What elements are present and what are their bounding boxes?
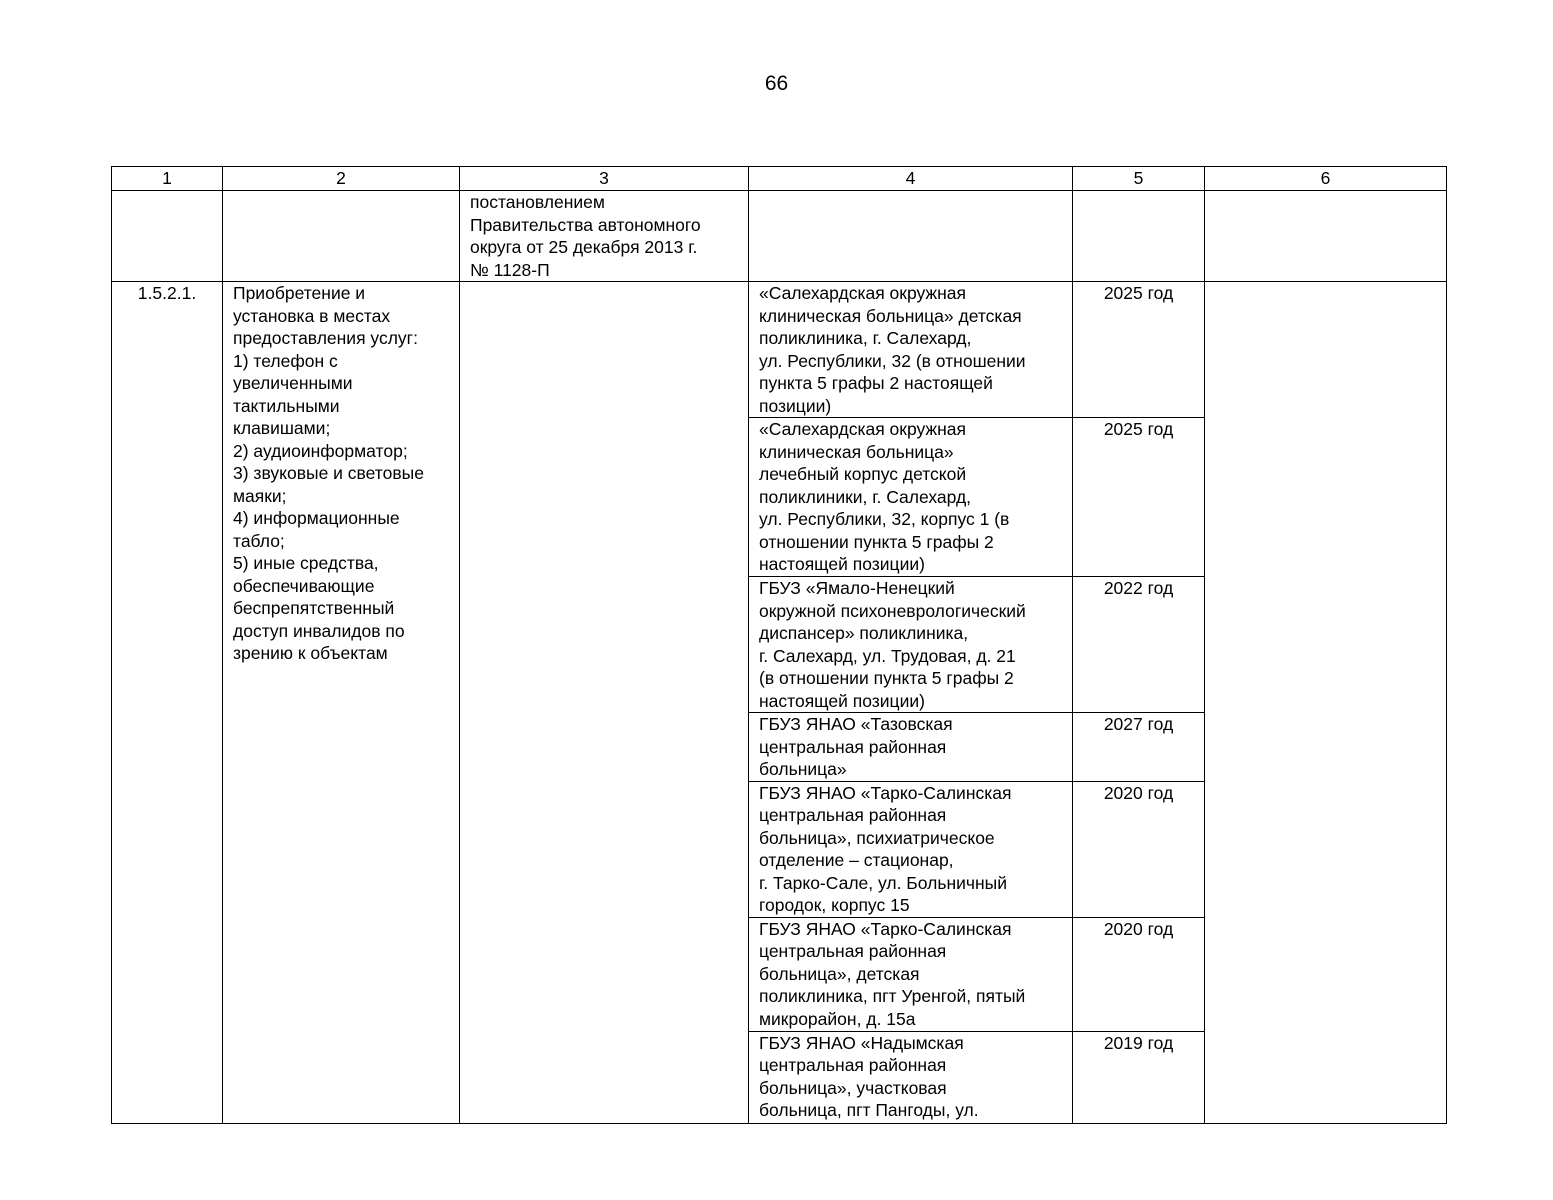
object-text: ГБУЗ «Ямало-Ненецкий окружной психоневрологический диспансер» поликлиника, г. Салехард, ул. Трудовая, д. 21 (в отношении пункта 5 графы 2 настоящей позиции) [759, 578, 1026, 711]
object-text: ГБУЗ ЯНАО «Тазовская центральная районная больница» [759, 714, 953, 779]
continuation-col2 [223, 191, 460, 282]
object-text: ГБУЗ ЯНАО «Тарко-Салинская центральная районная больница», психиатрическое отделение – стационар, г. Тарко-Сале, ул. Больничный городок, корпус 15 [759, 782, 1012, 915]
column-header-2: 2 [223, 167, 460, 191]
object-text: ГБУЗ ЯНАО «Тарко-Салинская центральная районная больница», детская поликлиника, пгт Уренгой, пятый микрорайон, д. 15а [759, 918, 1026, 1029]
item-col3 [460, 282, 749, 1124]
continuation-col1 [112, 191, 223, 282]
year-cell: 2025 год [1073, 418, 1205, 577]
year-cell: 2022 год [1073, 577, 1205, 713]
object-text: «Салехардская окружная клиническая больница» детская поликлиника, г. Салехард, ул. Республики, 32 (в отношении пункта 5 графы 2 настоящей позиции) [759, 283, 1026, 416]
continuation-col6 [1205, 191, 1447, 282]
page-number: 66 [764, 72, 789, 95]
year-cell: 2020 год [1073, 917, 1205, 1031]
object-cell [749, 577, 1073, 713]
item-description [223, 282, 460, 1124]
table-header-row [112, 167, 1447, 191]
object-cell [749, 917, 1073, 1031]
object-cell [749, 781, 1073, 917]
legal-basis-text: постановлением Правительства автономного округа от 25 декабря 2013 г. № 1128-П [470, 192, 701, 280]
continuation-col5 [1073, 191, 1205, 282]
year-cell: 2020 год [1073, 781, 1205, 917]
document-table [111, 166, 1447, 1124]
item-number: 1.5.2.1. [112, 282, 223, 1124]
object-text: «Салехардская окружная клиническая больница» лечебный корпус детской поликлиники, г. Салехард, ул. Республики, 32, корпус 1 (в отношении пункта 5 графы 2 настоящей позиции) [759, 419, 1010, 574]
column-header-4: 4 [749, 167, 1073, 191]
item-description-text: Приобретение и установка в местах предоставления услуг: 1) телефон с увеличенными тактильными клавишами; 2) аудиоинформатор; 3) звуковые и световые маяки; 4) информационные табло; 5) иные средства, обеспечивающие беспрепятственный доступ инвалидов по зрению к объектам [233, 283, 424, 663]
object-cell [749, 1031, 1073, 1123]
object-cell [749, 282, 1073, 418]
year-cell: 2019 год [1073, 1031, 1205, 1123]
object-cell [749, 418, 1073, 577]
year-cell: 2027 год [1073, 713, 1205, 782]
continuation-legal-basis [460, 191, 749, 282]
object-text: ГБУЗ ЯНАО «Надымская центральная районная больница», участковая больница, пгт Пангоды, ул. [759, 1032, 979, 1120]
continuation-col4 [749, 191, 1073, 282]
column-header-6: 6 [1205, 167, 1447, 191]
item-col6 [1205, 282, 1447, 1124]
column-header-3: 3 [460, 167, 749, 191]
object-cell [749, 713, 1073, 782]
column-header-1: 1 [112, 167, 223, 191]
year-cell: 2025 год [1073, 282, 1205, 418]
column-header-5: 5 [1073, 167, 1205, 191]
table-row [112, 282, 1447, 418]
continuation-row [112, 191, 1447, 282]
